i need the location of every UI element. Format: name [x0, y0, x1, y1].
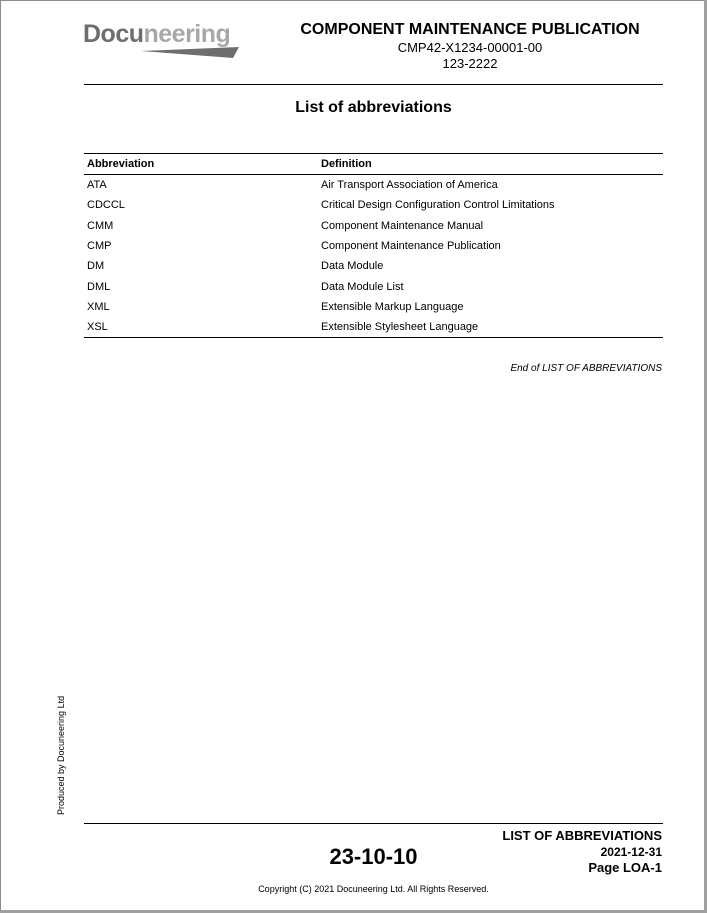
copyright-notice: Copyright (C) 2021 Docuneering Ltd. All Rights Reserved.: [258, 884, 489, 894]
table-row: [84, 195, 663, 215]
footer-section-title: LIST OF ABBREVIATIONS: [502, 828, 662, 843]
definition-cell: Component Maintenance Publication: [321, 240, 501, 253]
abbreviation-cell: CMM: [87, 219, 114, 232]
abbreviation-cell: XSL: [84, 317, 318, 338]
abbreviation-cell: XML: [87, 300, 110, 313]
abbreviations-table: [84, 153, 663, 338]
definition-cell: Critical Design Configuration Control Limitations: [321, 199, 555, 212]
definition-cell: Extensible Markup Language: [321, 300, 464, 313]
end-of-section-note: End of LIST OF ABBREVIATIONS: [510, 363, 662, 374]
table-row: [84, 216, 663, 236]
definition-cell: Data Module List: [321, 280, 404, 293]
abbreviation-cell: ATA: [87, 179, 107, 192]
column-header-definition: Definition: [318, 154, 663, 175]
column-header-abbreviation: Abbreviation: [84, 154, 318, 175]
document-number: 123-2222: [442, 56, 498, 71]
table-row: [84, 236, 663, 256]
table-header-row: [84, 154, 663, 175]
revision-date: 2021-12-31: [600, 845, 662, 859]
table-row: [84, 276, 663, 296]
table-row: [84, 317, 663, 338]
definition-cell: Extensible Stylesheet Language: [318, 317, 663, 338]
logo-text-primary: Docu: [83, 20, 144, 48]
page-number: Page LOA-1: [588, 860, 662, 875]
page-title: List of abbreviations: [295, 99, 452, 116]
abbreviation-cell: DM: [87, 260, 105, 273]
docuneering-logo: [83, 20, 243, 60]
produced-by-label: Produced by Docuneering Ltd: [56, 695, 66, 815]
abbreviation-cell: CMP: [87, 240, 112, 253]
publication-title: COMPONENT MAINTENANCE PUBLICATION: [300, 21, 640, 38]
document-code: CMP42-X1234-00001-00: [397, 40, 543, 55]
definition-cell: Component Maintenance Manual: [321, 219, 484, 232]
definition-cell: Air Transport Association of America: [321, 179, 498, 192]
table-row: [84, 297, 663, 317]
table-row: [84, 175, 663, 196]
abbreviation-cell: CDCCL: [87, 199, 125, 212]
abbreviation-cell: DML: [87, 280, 111, 293]
chapter-number: 23-10-10: [329, 844, 418, 869]
footer-divider: [84, 823, 663, 824]
logo-swoosh-icon: [141, 47, 239, 59]
header-divider: [84, 84, 663, 85]
logo-text-secondary: neering: [143, 20, 231, 48]
table-row: [84, 256, 663, 276]
definition-cell: Data Module: [321, 260, 384, 273]
